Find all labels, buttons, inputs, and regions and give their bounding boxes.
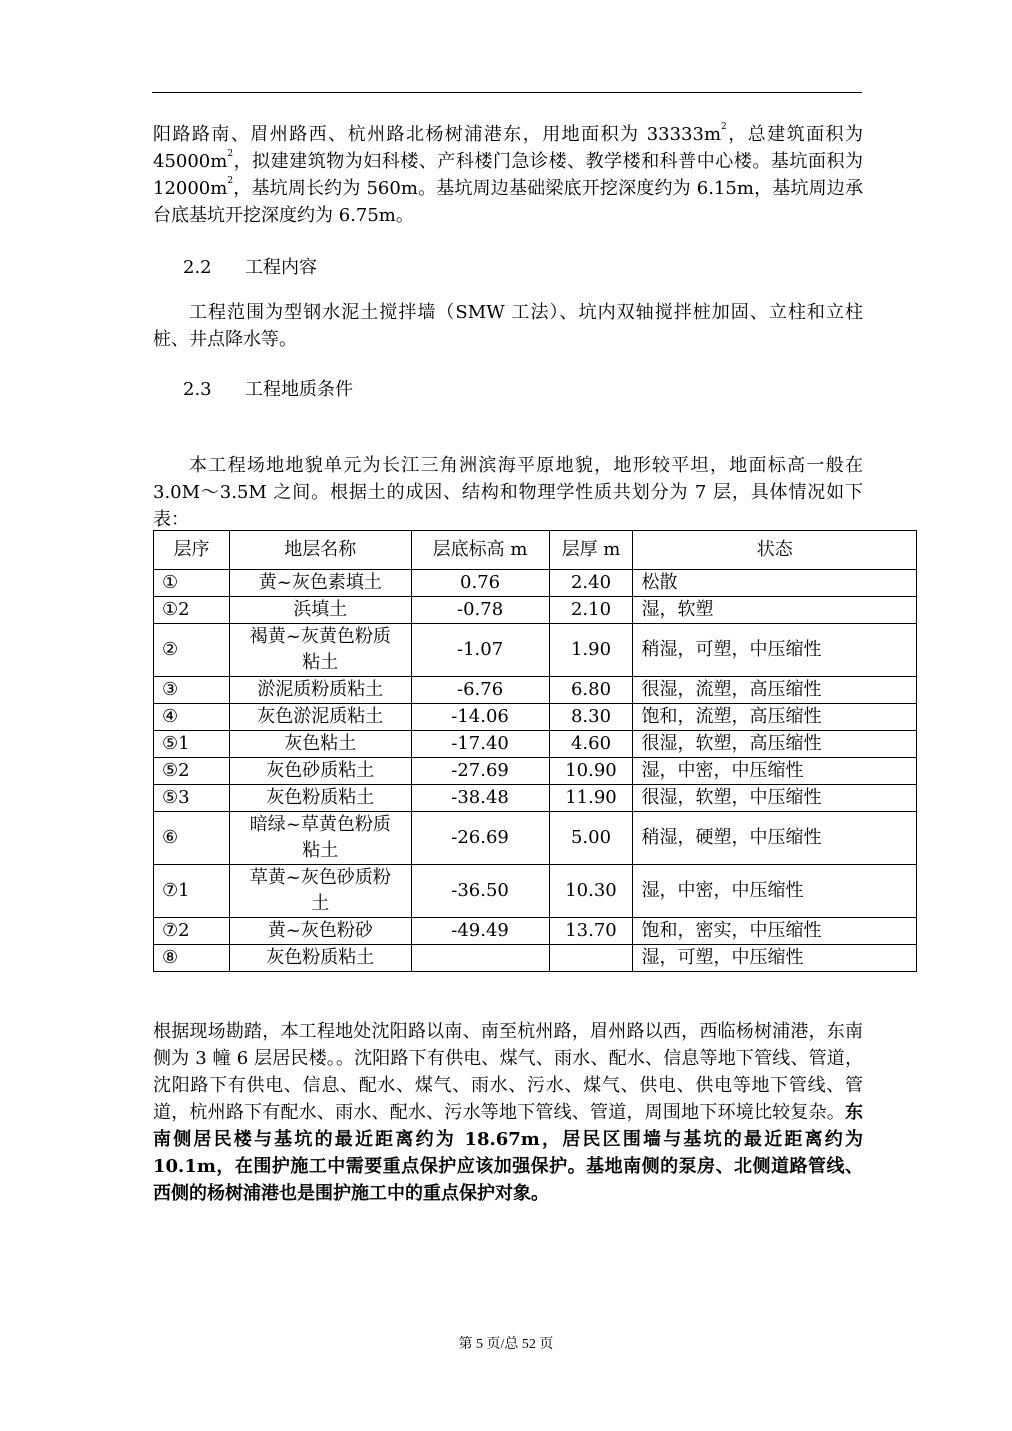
layer-bottom-elevation: -38.48 bbox=[411, 785, 549, 812]
layer-name: 黄~灰色粉砂 bbox=[229, 918, 411, 945]
layer-thickness: 2.40 bbox=[549, 570, 633, 597]
layer-thickness: 5.00 bbox=[549, 812, 633, 865]
layer-bottom-elevation: 0.76 bbox=[411, 570, 549, 597]
table-row bbox=[154, 704, 917, 731]
layer-thickness: 10.90 bbox=[549, 758, 633, 785]
layer-state: 湿，可塑，中压缩性 bbox=[633, 945, 917, 972]
geology-paragraph: 本工程场地地貌单元为长江三角洲滨海平原地貌，地形较平坦，地面标高一般在 3.0M～3.5M 之间。根据土的成因、结构和物理学性质共划分为 7 层，具体情况如下表： bbox=[153, 455, 863, 530]
layer-bottom-elevation: -6.76 bbox=[411, 677, 549, 704]
layer-thickness: 11.90 bbox=[549, 785, 633, 812]
layer-state: 湿，软塑 bbox=[633, 597, 917, 624]
page-number: 第 5 页/总 52 页 bbox=[458, 1337, 554, 1352]
layer-bottom-elevation: -26.69 bbox=[411, 812, 549, 865]
layer-order: ③ bbox=[154, 677, 230, 704]
layer-bottom-elevation: -1.07 bbox=[411, 624, 549, 677]
section-heading-2-2 bbox=[183, 254, 317, 281]
layer-bottom-elevation: -27.69 bbox=[411, 758, 549, 785]
layer-name: 草黄~灰色砂质粉土 bbox=[229, 865, 411, 918]
scope-paragraph: 工程范围为型钢水泥土搅拌墙（SMW 工法）、坑内双轴搅拌桩加固、立柱和立柱桩、井点降水等。 bbox=[153, 302, 863, 350]
layer-thickness: 10.30 bbox=[549, 865, 633, 918]
layer-thickness bbox=[549, 945, 633, 972]
layer-state: 湿，中密，中压缩性 bbox=[633, 758, 917, 785]
layer-state: 稍湿，可塑，中压缩性 bbox=[633, 624, 917, 677]
layer-order: ⑥ bbox=[154, 812, 230, 865]
layer-state: 很湿，软塑，中压缩性 bbox=[633, 785, 917, 812]
layer-thickness: 13.70 bbox=[549, 918, 633, 945]
table-row bbox=[154, 597, 917, 624]
site-conditions-emphasis: 东南侧居民楼与基坑的最近距离约为 18.67m，居民区围墙与基坑的最近距离约为 10.1m，在围护施工中需要重点保护应该加强保护。基地南侧的泵房、北侧道路管线、西侧的杨树浦港也是围护施工中的重点保护对象。 bbox=[153, 1102, 863, 1204]
layer-order: ⑧ bbox=[154, 945, 230, 972]
layer-thickness: 2.10 bbox=[549, 597, 633, 624]
layer-bottom-elevation: -49.49 bbox=[411, 918, 549, 945]
layer-order: ② bbox=[154, 624, 230, 677]
layer-bottom-elevation: -17.40 bbox=[411, 731, 549, 758]
layer-bottom-elevation: -0.78 bbox=[411, 597, 549, 624]
layer-name: 灰色粉质粘土 bbox=[229, 945, 411, 972]
layer-state: 稍湿，硬塑，中压缩性 bbox=[633, 812, 917, 865]
layer-order: ⑦1 bbox=[154, 865, 230, 918]
table-row bbox=[154, 624, 917, 677]
table-row bbox=[154, 785, 917, 812]
layer-name: 黄~灰色素填土 bbox=[229, 570, 411, 597]
table-row bbox=[154, 731, 917, 758]
layer-order: ⑤2 bbox=[154, 758, 230, 785]
layer-state: 松散 bbox=[633, 570, 917, 597]
layer-name: 灰色砂质粘土 bbox=[229, 758, 411, 785]
layer-thickness: 4.60 bbox=[549, 731, 633, 758]
layer-order: ⑤3 bbox=[154, 785, 230, 812]
table-row bbox=[154, 758, 917, 785]
header-cell: 层底标高 m bbox=[411, 531, 549, 570]
site-conditions-text: 根据现场勘踏，本工程地处沈阳路以南、南至杭州路，眉州路以西，西临杨树浦港，东南侧为 3 幢 6 层居民楼。。沈阳路下有供电、煤气、雨水、配水、信息等地下管线、管道，沈阳路下有供电、信息、配水、煤气、雨水、污水、煤气、供电、供电等地下管线、管道，杭州路下有配水、雨水、配水、污水等地下管线、管道，周围地下环境比较复杂。 bbox=[153, 1021, 863, 1123]
header-cell: 状态 bbox=[633, 531, 917, 570]
section-heading-2-3 bbox=[183, 376, 353, 403]
layer-order: ① bbox=[154, 570, 230, 597]
layer-bottom-elevation bbox=[411, 945, 549, 972]
table-row bbox=[154, 812, 917, 865]
layer-name: 褐黄~灰黄色粉质粘土 bbox=[229, 624, 411, 677]
header-rule bbox=[152, 92, 862, 93]
layer-thickness: 6.80 bbox=[549, 677, 633, 704]
layer-order: ①2 bbox=[154, 597, 230, 624]
layer-state: 很湿，流塑，高压缩性 bbox=[633, 677, 917, 704]
layer-order: ④ bbox=[154, 704, 230, 731]
layer-thickness: 1.90 bbox=[549, 624, 633, 677]
layer-name: 灰色粉质粘土 bbox=[229, 785, 411, 812]
layer-name: 淤泥质粉质粘土 bbox=[229, 677, 411, 704]
section-title: 工程内容 bbox=[245, 257, 317, 278]
layer-state: 很湿，软塑，高压缩性 bbox=[633, 731, 917, 758]
header-cell: 层序 bbox=[154, 531, 230, 570]
section-number: 2.3 bbox=[183, 379, 212, 400]
intro-paragraph: 阳路路南、眉州路西、杭州路北杨树浦港东，用地面积为 $33333m^2$，总建筑面积为 $45000m^2$，拟建建筑物为妇科楼、产科楼门急诊楼、教学楼和科普中心楼。基坑面积为 $12000m^2$，基坑周长约为 560m。基坑周边基础梁底开挖深度约为 6.15m，基坑周边承台底基坑开挖深度约为 6.75m。 bbox=[153, 122, 863, 226]
layer-order: ⑦2 bbox=[154, 918, 230, 945]
layer-state: 湿，中密，中压缩性 bbox=[633, 865, 917, 918]
site-conditions-paragraph bbox=[153, 1018, 863, 1207]
layer-name: 暗绿~草黄色粉质粘土 bbox=[229, 812, 411, 865]
soil-layer-table bbox=[153, 530, 917, 972]
layer-order: ⑤1 bbox=[154, 731, 230, 758]
layer-bottom-elevation: -36.50 bbox=[411, 865, 549, 918]
section-number: 2.2 bbox=[183, 257, 212, 278]
layer-state: 饱和，流塑，高压缩性 bbox=[633, 704, 917, 731]
header-cell: 地层名称 bbox=[229, 531, 411, 570]
layer-name: 灰色淤泥质粘土 bbox=[229, 704, 411, 731]
layer-bottom-elevation: -14.06 bbox=[411, 704, 549, 731]
table-header-row bbox=[154, 531, 917, 570]
table-row bbox=[154, 918, 917, 945]
header-cell: 层厚 m bbox=[549, 531, 633, 570]
table-row bbox=[154, 865, 917, 918]
layer-name: 浜填土 bbox=[229, 597, 411, 624]
layer-name: 灰色粘土 bbox=[229, 731, 411, 758]
layer-state: 饱和，密实，中压缩性 bbox=[633, 918, 917, 945]
section-title: 工程地质条件 bbox=[245, 379, 353, 400]
table-row bbox=[154, 945, 917, 972]
table-row bbox=[154, 570, 917, 597]
table-row bbox=[154, 677, 917, 704]
layer-thickness: 8.30 bbox=[549, 704, 633, 731]
